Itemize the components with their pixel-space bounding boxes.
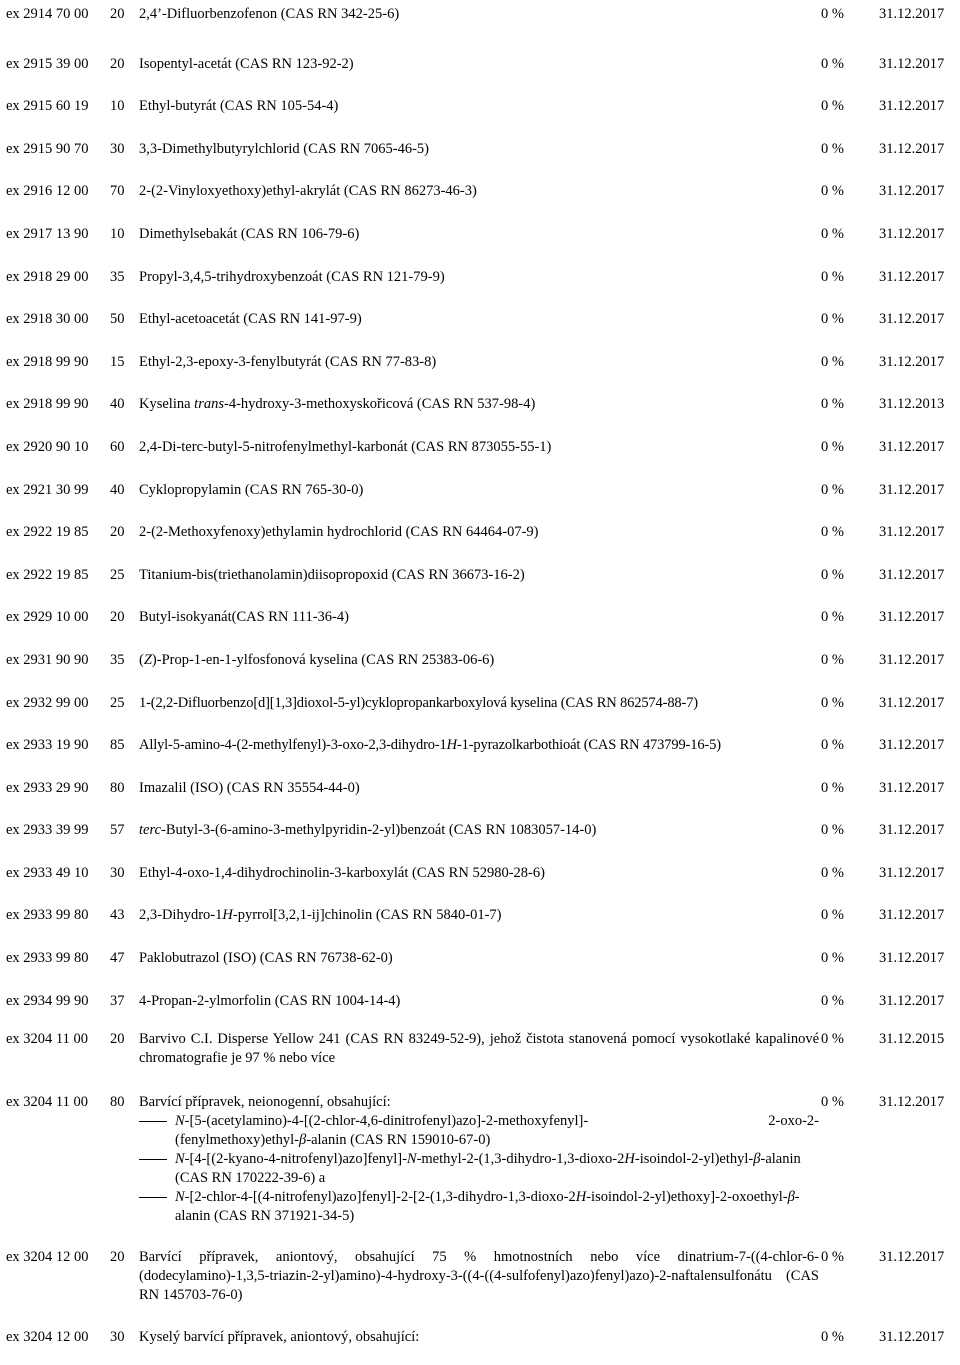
cn-code: ex 2921 30 99 (6, 481, 89, 498)
cn-code: ex 2917 13 90 (6, 225, 89, 242)
table-row (0, 43, 960, 86)
cn-code: ex 2915 39 00 (6, 55, 89, 72)
end-date: 31.12.2017 (879, 907, 945, 924)
cn-code: ex 2920 90 10 (6, 438, 89, 455)
taric-code: 35 (110, 268, 125, 285)
table-row (0, 1022, 960, 1085)
taric-code: 20 (110, 55, 125, 72)
cn-code: ex 2931 90 90 (6, 651, 89, 668)
duty-rate: 0 % (821, 6, 844, 22)
table-row (0, 809, 960, 852)
table-row (0, 1085, 960, 1240)
taric-code: 70 (110, 183, 125, 200)
taric-code: 30 (110, 1329, 125, 1346)
table-row (0, 341, 960, 384)
desc-italic: trans (194, 396, 224, 413)
table-row (0, 213, 960, 256)
duty-rate: 0 % (821, 864, 844, 881)
table-row (0, 894, 960, 937)
end-date: 31.12.2017 (879, 268, 945, 285)
end-date: 31.12.2017 (879, 779, 945, 796)
duty-rate: 0 % (821, 651, 844, 668)
cn-code: ex 2932 99 00 (6, 694, 89, 711)
taric-code: 20 (110, 6, 125, 22)
description: 2-(2-Vinyloxyethoxy)ethyl-akrylát (CAS RN 86273-46-3) (139, 183, 477, 200)
desc-text: -1-pyrazolkarbothioát (CAS RN 473799-16-5) (456, 737, 721, 754)
end-date: 31.12.2015 (879, 1031, 945, 1048)
end-date: 31.12.2013 (879, 396, 945, 413)
cn-code: ex 2915 60 19 (6, 98, 89, 115)
table-row (0, 383, 960, 426)
duty-rate: 0 % (821, 353, 844, 370)
description: Ethyl-4-oxo-1,4-dihydrochinolin-3-karboxylát (CAS RN 52980-28-6) (139, 864, 545, 881)
desc-italic: H (624, 1151, 635, 1168)
duty-rate: 0 % (821, 1329, 844, 1346)
taric-code: 43 (110, 907, 125, 924)
description: Paklobutrazol (ISO) (CAS RN 76738-62-0) (139, 950, 393, 967)
component-item (139, 1150, 819, 1188)
desc-text: -pyrrol[3,2,1-ij]chinolin (CAS RN 5840-01-7) (232, 907, 502, 924)
end-date: 31.12.2017 (879, 353, 945, 370)
desc-italic: N (406, 1151, 417, 1168)
component-item (139, 1112, 819, 1150)
taric-code: 85 (110, 737, 125, 754)
cn-code: ex 2933 99 80 (6, 907, 89, 924)
cn-code: ex 2922 19 85 (6, 566, 89, 583)
taric-code: 80 (110, 1094, 125, 1111)
cn-code: ex 2918 99 90 (6, 353, 89, 370)
description: 2,4’-Difluorbenzofenon (CAS RN 342-25-6) (139, 6, 400, 22)
duty-rate: 0 % (821, 311, 844, 328)
table-row (0, 596, 960, 639)
cn-code: ex 2933 39 99 (6, 822, 89, 839)
desc-italic: N (175, 1113, 185, 1130)
duty-rate: 0 % (821, 1094, 844, 1111)
description: Ethyl-butyrát (CAS RN 105-54-4) (139, 98, 339, 115)
duty-rate: 0 % (821, 737, 844, 754)
description: 1-(2,2-Difluorbenzo[d][1,3]dioxol-5-yl)cyklopropankarboxylová kyselina (CAS RN 862574-88-7) (139, 694, 698, 711)
end-date: 31.12.2017 (879, 1329, 945, 1346)
description (139, 383, 819, 426)
taric-code: 60 (110, 438, 125, 455)
cn-code: ex 2933 29 90 (6, 779, 89, 796)
cn-code: ex 3204 11 00 (6, 1094, 89, 1111)
cn-code: ex 2934 99 90 (6, 992, 89, 1009)
table-row (0, 682, 960, 725)
desc-italic: H (575, 1189, 587, 1206)
cn-code: ex 2918 29 00 (6, 268, 89, 285)
duty-rate: 0 % (821, 822, 844, 839)
duty-rate: 0 % (821, 907, 844, 924)
description (139, 894, 819, 937)
duty-rate: 0 % (821, 396, 844, 413)
desc-italic: N (175, 1151, 185, 1168)
table-row (0, 852, 960, 895)
desc-text: -[2-chlor-4-[(4-nitrofenyl)azo]fenyl]-2-[2-(1,3-dihydro-1,3-dioxo-2 (184, 1189, 576, 1206)
table-row (0, 639, 960, 682)
end-date: 31.12.2017 (879, 737, 945, 754)
table-row (0, 170, 960, 213)
description: Imazalil (ISO) (CAS RN 35554-44-0) (139, 779, 360, 796)
duty-rate: 0 % (821, 225, 844, 242)
description: Dimethylsebakát (CAS RN 106-79-6) (139, 225, 360, 242)
duty-rate: 0 % (821, 183, 844, 200)
end-date: 31.12.2017 (879, 438, 945, 455)
table-row (0, 511, 960, 554)
duty-rate: 0 % (821, 694, 844, 711)
duty-rate: 0 % (821, 268, 844, 285)
desc-text: -alanin (CAS RN 159010-67-0) (306, 1132, 491, 1149)
end-date: 31.12.2017 (879, 481, 945, 498)
cn-code: ex 3204 12 00 (6, 1329, 89, 1346)
description: 4-Propan-2-ylmorfolin (CAS RN 1004-14-4) (139, 992, 401, 1009)
cn-code: ex 2922 19 85 (6, 524, 89, 541)
table-row (0, 724, 960, 767)
taric-code: 80 (110, 779, 125, 796)
end-date: 31.12.2017 (879, 864, 945, 881)
desc-italic: β (787, 1189, 795, 1206)
end-date: 31.12.2017 (879, 651, 945, 668)
duty-rate: 0 % (821, 140, 844, 157)
cn-code: ex 3204 12 00 (6, 1249, 89, 1266)
duty-rate: 0 % (821, 779, 844, 796)
end-date: 31.12.2017 (879, 55, 945, 72)
table-row (0, 85, 960, 128)
taric-code: 30 (110, 140, 125, 157)
table-row (0, 426, 960, 469)
cn-code: ex 2918 30 00 (6, 311, 89, 328)
end-date: 31.12.2017 (879, 1249, 945, 1266)
taric-code: 47 (110, 950, 125, 967)
description: Barvící přípravek, aniontový, obsahující 75 % hmotnostních nebo více dinatrium-7-((4-chlor-6-(dodecylamino)-1,3,5-triazin-2-yl)amino)-4-hydroxy-3-((4-((4-sulfofenyl)azo)fenyl)azo)-2-naftalensulfonátu (CAS RN 145703-76-0) (139, 1249, 819, 1304)
duty-rate: 0 % (821, 1249, 844, 1266)
end-date: 31.12.2017 (879, 183, 945, 200)
cn-code: ex 2914 70 00 (6, 6, 89, 22)
duty-rate: 0 % (821, 55, 844, 72)
end-date: 31.12.2017 (879, 140, 945, 157)
end-date: 31.12.2017 (879, 609, 945, 626)
description (139, 809, 819, 852)
taric-code: 15 (110, 353, 125, 370)
desc-text: -4-hydroxy-3-methoxyskořicová (CAS RN 537-98-4) (224, 396, 536, 413)
table-row (0, 298, 960, 341)
dash-marker (139, 1197, 167, 1198)
taric-code: 25 (110, 694, 125, 711)
duty-rate: 0 % (821, 481, 844, 498)
description: Butyl-isokyanát(CAS RN 111-36-4) (139, 609, 349, 626)
duty-rate: 0 % (821, 950, 844, 967)
desc-text: -isoindol-2-yl)ethyl- (634, 1151, 754, 1168)
taric-code: 10 (110, 98, 125, 115)
duty-rate: 0 % (821, 524, 844, 541)
desc-text: -Butyl-3-(6-amino-3-methylpyridin-2-yl)benzoát (CAS RN 1083057-14-0) (161, 822, 597, 839)
description: Isopentyl-acetát (CAS RN 123-92-2) (139, 55, 354, 72)
description: Barvivo C.I. Disperse Yellow 241 (CAS RN 83249-52-9), jehož čistota stanovená pomocí vysokotlaké kapalinové chromatografie je 97 % nebo více (139, 1031, 819, 1067)
cn-code: ex 2918 99 90 (6, 396, 89, 413)
desc-text: )-Prop-1-en-1-ylfosfonová kyselina (CAS RN 25383-06-6) (151, 651, 495, 668)
end-date: 31.12.2017 (879, 6, 945, 22)
cn-code: ex 3204 11 00 (6, 1031, 89, 1048)
taric-code: 50 (110, 311, 125, 328)
cn-code: ex 2929 10 00 (6, 609, 89, 626)
description: 3,3-Dimethylbutyrylchlorid (CAS RN 7065-46-5) (139, 140, 429, 157)
table-row (0, 1320, 960, 1347)
duty-rate: 0 % (821, 98, 844, 115)
end-date: 31.12.2017 (879, 1094, 945, 1111)
description: Cyklopropylamin (CAS RN 765-30-0) (139, 481, 364, 498)
description (139, 724, 819, 767)
table-row (0, 128, 960, 171)
table-row (0, 469, 960, 512)
desc-text: Allyl-5-amino-4-(2-methylfenyl)-3-oxo-2,3-dihydro-1 (139, 737, 447, 754)
description (139, 639, 819, 682)
duty-rate: 0 % (821, 609, 844, 626)
duty-rate: 0 % (821, 1031, 844, 1048)
desc-italic: H (446, 737, 457, 754)
cn-code: ex 2933 49 10 (6, 864, 89, 881)
cn-code: ex 2933 19 90 (6, 737, 89, 754)
duty-rate: 0 % (821, 992, 844, 1009)
end-date: 31.12.2017 (879, 524, 945, 541)
end-date: 31.12.2017 (879, 566, 945, 583)
duty-rate: 0 % (821, 566, 844, 583)
taric-code: 40 (110, 396, 125, 413)
end-date: 31.12.2017 (879, 822, 945, 839)
desc-italic: Z (143, 651, 152, 668)
desc-text: -alanin (CAS RN 170222-39-6) a (175, 1151, 801, 1187)
end-date: 31.12.2017 (879, 694, 945, 711)
taric-code: 20 (110, 609, 125, 626)
description: 2,4-Di-terc-butyl-5-nitrofenylmethyl-karbonát (CAS RN 873055-55-1) (139, 438, 552, 455)
desc-text: -[4-[(2-kyano-4-nitrofenyl)azo]fenyl]- (184, 1151, 407, 1168)
table-row (0, 0, 960, 43)
description: Titanium-bis(triethanolamin)diisopropoxid (CAS RN 36673-16-2) (139, 566, 525, 583)
cn-code: ex 2933 99 80 (6, 950, 89, 967)
desc-italic: β (299, 1132, 307, 1149)
description: 2-(2-Methoxyfenoxy)ethylamin hydrochlorid (CAS RN 64464-07-9) (139, 524, 539, 541)
end-date: 31.12.2017 (879, 225, 945, 242)
desc-italic: H (222, 907, 233, 924)
taric-code: 20 (110, 1031, 125, 1048)
desc-text: -methyl-2-(1,3-dihydro-1,3-dioxo-2 (416, 1151, 625, 1168)
end-date: 31.12.2017 (879, 950, 945, 967)
taric-code: 30 (110, 864, 125, 881)
desc-italic: β (753, 1151, 761, 1168)
table-row (0, 256, 960, 299)
description-intro: Barvící přípravek, neionogenní, obsahující: (139, 1094, 391, 1111)
desc-text: -[5-(acetylamino)-4-[(2-chlor-4,6-dinitrofenyl)azo]-2-methoxyfenyl]- 2-oxo-2-(fenylmethoxy)ethyl- (175, 1113, 819, 1149)
taric-code: 20 (110, 524, 125, 541)
taric-code: 40 (110, 481, 125, 498)
desc-text: ( (139, 651, 144, 668)
table-row (0, 937, 960, 980)
taric-code: 35 (110, 651, 125, 668)
desc-text: -isoindol-2-yl)ethoxy]-2-oxoethyl- (586, 1189, 788, 1206)
table-row (0, 554, 960, 597)
taric-code: 37 (110, 992, 125, 1009)
desc-text: Kyselina (139, 396, 195, 413)
description: Kyselý barvící přípravek, aniontový, obsahující: (139, 1329, 420, 1346)
end-date: 31.12.2017 (879, 992, 945, 1009)
taric-code: 10 (110, 225, 125, 242)
description: Ethyl-2,3-epoxy-3-fenylbutyrát (CAS RN 77-83-8) (139, 353, 437, 370)
desc-text: 2,3-Dihydro-1 (139, 907, 223, 924)
description: Propyl-3,4,5-trihydroxybenzoát (CAS RN 121-79-9) (139, 268, 445, 285)
description (139, 1085, 819, 1240)
cn-code: ex 2916 12 00 (6, 183, 89, 200)
desc-text: -alanin (CAS RN 371921-34-5) (175, 1189, 800, 1225)
cn-code: ex 2915 90 70 (6, 140, 89, 157)
desc-italic: terc (139, 822, 162, 839)
end-date: 31.12.2017 (879, 311, 945, 328)
dash-marker (139, 1159, 167, 1160)
duty-rate: 0 % (821, 438, 844, 455)
taric-code: 25 (110, 566, 125, 583)
taric-code: 57 (110, 822, 125, 839)
dash-marker (139, 1121, 167, 1122)
component-item (139, 1188, 819, 1226)
table-row (0, 767, 960, 810)
description: Ethyl-acetoacetát (CAS RN 141-97-9) (139, 311, 362, 328)
taric-code: 20 (110, 1249, 125, 1266)
table-row (0, 980, 960, 1023)
desc-italic: N (175, 1189, 185, 1206)
table-row (0, 1240, 960, 1320)
end-date: 31.12.2017 (879, 98, 945, 115)
